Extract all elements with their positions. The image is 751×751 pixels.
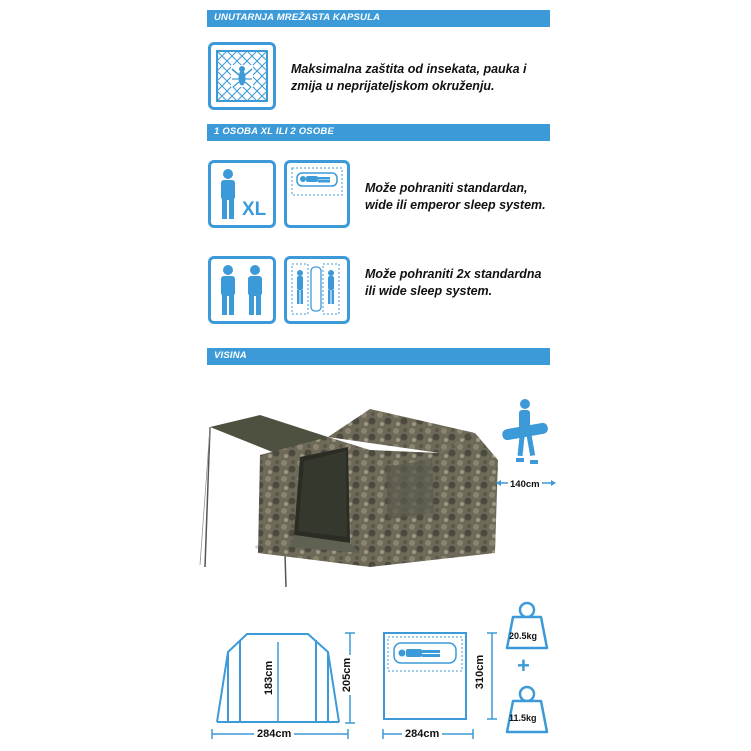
mesh-description: Maksimalna zaštita od insekata, pauka i zmija u neprijateljskom okruženju.: [291, 62, 527, 93]
weight-plus-sign: +: [517, 653, 530, 678]
packed-bag-carry-icon: [500, 398, 550, 473]
double-sleep-system-icon: [284, 256, 350, 324]
section-bar-capacity: [207, 124, 550, 141]
section-title-mesh: UNUTARNJA MREŽASTA KAPSULA: [214, 12, 381, 23]
double-capacity-description: Može pohraniti 2x standardna ili wide sleep system.: [365, 267, 542, 298]
single-sleep-system-icon: [284, 160, 350, 228]
inner-height-label: 183cm: [263, 660, 275, 696]
floor-length-label: 310cm: [474, 652, 486, 692]
weight-icon-top: [505, 600, 549, 650]
outer-height-label: 205cm: [341, 655, 353, 695]
weight-icon-bottom: [505, 684, 549, 734]
front-width-label: 284cm: [254, 728, 294, 740]
single-person-xl-icon: [208, 160, 276, 228]
packed-length-label: 140cm: [510, 479, 540, 490]
weight-bottom-label: 11.5kg: [509, 713, 537, 723]
single-capacity-description: Može pohraniti standardan, wide ili emperor sleep system.: [365, 181, 546, 212]
tent-image: [200, 395, 500, 595]
xl-label: XL: [242, 199, 267, 220]
front-elevation-diagram: [212, 630, 352, 730]
section-bar-mesh: [207, 10, 550, 27]
two-persons-icon: [208, 256, 276, 324]
section-title-height: VISINA: [214, 350, 247, 361]
floor-plan-diagram: [382, 631, 472, 723]
floor-width-label: 284cm: [402, 728, 442, 740]
floor-length-arrow: [486, 631, 498, 723]
section-title-capacity: 1 OSOBA XL ILI 2 OSOBE: [214, 126, 335, 137]
mesh-capsule-icon: [208, 42, 276, 110]
weight-top-label: 20.5kg: [509, 631, 538, 641]
section-bar-height: [207, 348, 550, 365]
